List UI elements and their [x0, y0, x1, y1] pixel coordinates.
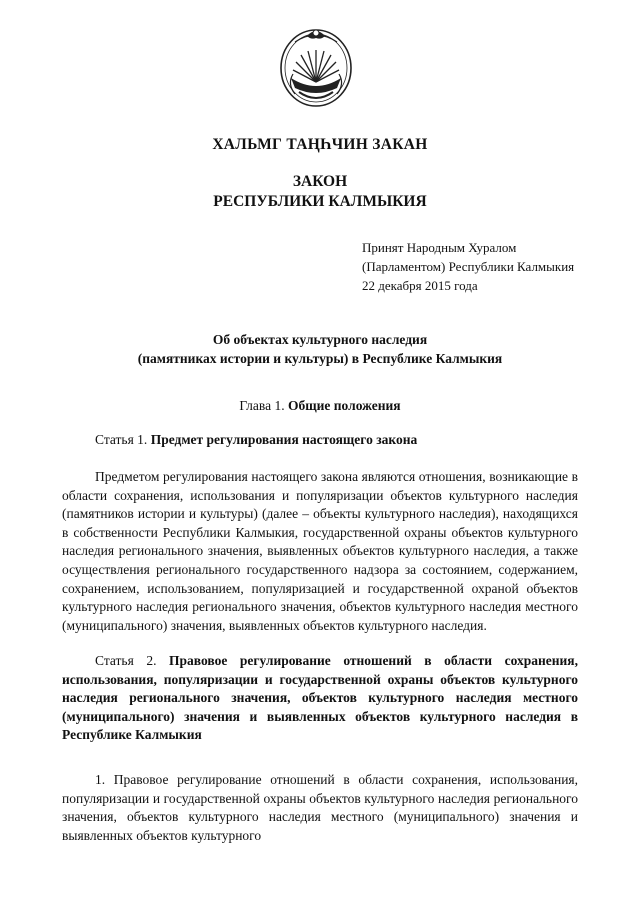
- article-1-text: Предметом регулирования настоящего закона являются отношения, возникающие в области сохранения, использования и популяризации объектов культурного наследия (памятников истории и культуры) (далее – объекты культурного наследия), находящихся в собственности Республики Калмыкия, государственной охраны объектов культурного наследия регионального значения, выявленных объектов культурного наследия, а также осуществления регионального государственного надзора за состоянием, содержанием, сохранением, использованием, популяризацией и государственной охраной объектов культурного наследия регионального значения, объектов культурного наследия местного (муниципального) значения, выявленных объектов культурного наследия.: [62, 469, 578, 633]
- adoption-line-2: (Парламентом) Республики Калмыкия: [362, 259, 575, 274]
- law-title-line-1: Об объектах культурного наследия: [212, 332, 428, 347]
- article-1-prefix: Статья 1.: [95, 432, 148, 447]
- adoption-info: [362, 238, 574, 295]
- article-2-prefix: Статья 2.: [95, 653, 157, 668]
- title-law: [0, 172, 640, 212]
- law-title-line-2: (памятниках истории и культуры) в Республике Калмыкия: [137, 351, 503, 366]
- article-2-item-1: [62, 771, 578, 845]
- adoption-line-1: Принят Народным Хуралом: [362, 240, 517, 255]
- chapter-prefix: Глава 1.: [239, 398, 285, 413]
- title-kalmyk: ХАЛЬМГ ТАҢҺЧИН ЗАКАН: [212, 136, 428, 153]
- item-number: 1.: [95, 772, 106, 787]
- item-text: Правовое регулирование отношений в области сохранения, использования, популяризации и государственной охраны объектов культурного наследия регионального значения, объектов культурного наследия местного (муниципального) значения и выявленных объектов культурного: [62, 772, 579, 843]
- article-1-heading: [95, 432, 417, 448]
- title-line-1: ЗАКОН: [292, 173, 348, 190]
- chapter-heading: [0, 398, 640, 414]
- title-line-2: РЕСПУБЛИКИ КАЛМЫКИЯ: [213, 193, 427, 210]
- article-2-heading: [62, 652, 578, 745]
- law-title: [0, 330, 640, 368]
- adoption-date: 22 декабря 2015 года: [362, 278, 478, 293]
- chapter-name: Общие положения: [287, 398, 401, 413]
- article-1-name: Предмет регулирования настоящего закона: [150, 432, 418, 447]
- article-2-name: Правовое регулирование отношений в области сохранения, использования, популяризации и государственной охраны объектов культурного наследия регионального значения, объектов культурного наследия местного (муниципального) значения и выявленных объектов культурного наследия в Республике Калмыкия: [62, 653, 578, 743]
- kalmykia-emblem-icon: [277, 24, 355, 108]
